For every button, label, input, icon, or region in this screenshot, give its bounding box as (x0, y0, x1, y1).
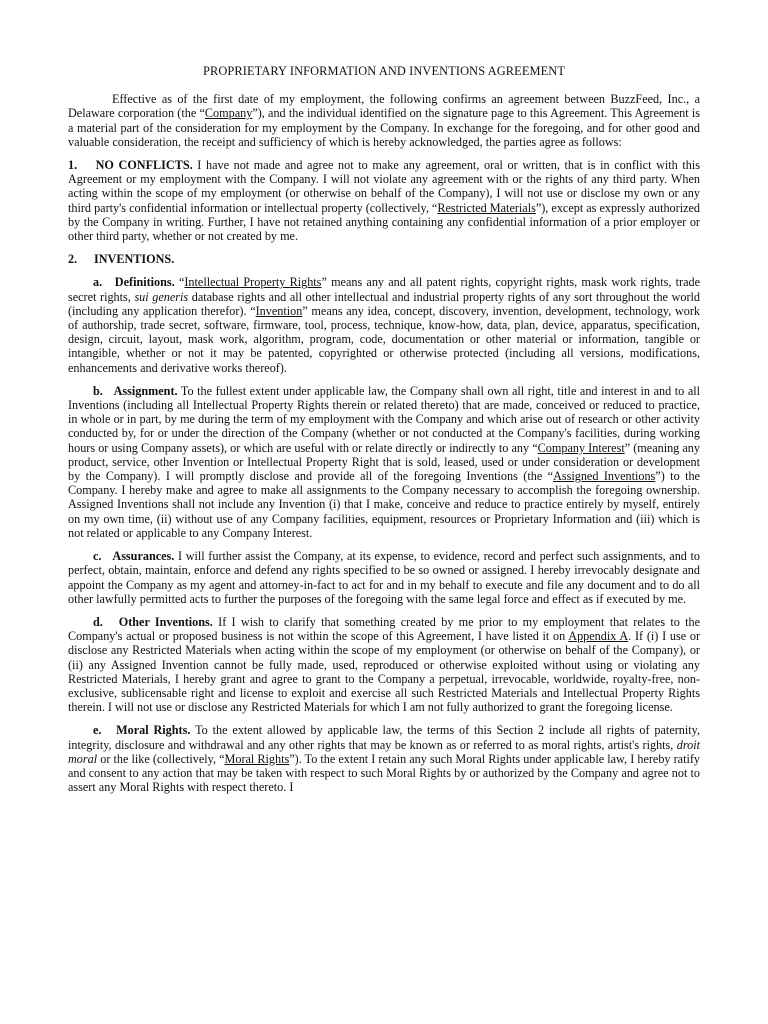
section-number: 2. (68, 252, 78, 267)
appendix-a-reference: Appendix A (568, 629, 629, 644)
subsection-e-moral-rights (68, 723, 700, 794)
subsection-a-definitions (68, 275, 700, 374)
subsection-d-other-inventions (68, 615, 700, 714)
subsection-text: database rights and all other intellectual and industrial property rights of any sort throughout the world (including any application therefor). “ (68, 289, 700, 318)
defined-term-moral-rights: Moral Rights (224, 751, 290, 766)
defined-term-invention: Invention (255, 303, 303, 318)
subsection-c-assurances (68, 549, 700, 606)
subsection-text: ” means any idea, concept, discovery, invention, development, technology, work of authorship, trade secret, software, firmware, tool, process, technique, know-how, data, plan, device, apparatus, specification, design, circuit, layout, mask work, algorithm, program, code, documentation or other material or information, tangible or intangible, whether or not it may be patented, copyrighted or otherwise protected (including all versions, modifications, enhancements and derivative works thereof). (68, 303, 700, 375)
subsection-text: “ (174, 275, 185, 290)
defined-term-restricted-materials: Restricted Materials (437, 200, 536, 215)
subsection-text: or the like (collectively, “ (97, 751, 225, 766)
subsection-heading: Assurances. (112, 549, 175, 564)
section-heading: INVENTIONS. (94, 252, 175, 267)
subsection-heading: Other Inventions. (118, 614, 213, 629)
section-1-no-conflicts (68, 158, 700, 243)
subsection-heading: Assignment. (113, 383, 178, 398)
section-2-heading (68, 252, 700, 266)
subsection-label: b. (93, 383, 103, 398)
subsection-text: . If (i) I use or disclose any Restricted Materials when acting within the scope of my employment (or otherwise on behalf of the Company), or (ii) any Assigned Invention cannot be fully made, used, reproduced or otherwise exploited without using or violating any Restricted Materials, I hereby grant and agree to grant to the Company a perpetual, irrevocable, worldwide, royalty-free, non-exclusive, sublicensable right and license to exploit and exercise all such Restricted Materials and Intellectual Property Rights therein. I will not use or disclose any Restricted Materials for which I am not fully authorized to grant the foregoing license. (68, 629, 701, 715)
subsection-text: To the fullest extent under applicable law, the Company shall own all right, title and interest in and to all Inventions (including all Intellectual Property Rights therein or related thereto) that are made, conceived or reduced to practice, in whole or in part, by me during the term of my employment with the Company and which arise out of research or other activity conducted by, for or under the direction of the Company (whether or not conducted at the Company's facilities, during working hours or using Company assets), or which are useful with or relate directly or indirectly to any “ (68, 383, 701, 455)
subsection-label: c. (93, 549, 102, 564)
subsection-text: ” means any and all patent rights, copyright rights, mask work rights, trade secret rights, (68, 275, 701, 304)
subsection-text: ” (meaning any product, service, other Invention or Intellectual Property Right that is sold, leased, used or under consideration or development by the Company). I will promptly disclose and provide all of the foregoing Inventions (the “ (68, 440, 700, 484)
subsection-label: a. (93, 275, 103, 290)
agreement-body (68, 64, 700, 803)
section-heading: NO CONFLICTS. (95, 158, 193, 173)
defined-term-ip-rights: Intellectual Property Rights (184, 275, 322, 290)
defined-term-company: Company (204, 106, 253, 121)
italic-term: sui generis (134, 289, 189, 304)
section-text: ”), except as expressly authorized by the Company in writing. Further, I have not retained anything containing any confidential information of a prior employer or other third party, whether or not created by me. (68, 200, 700, 244)
intro-text: Effective as of the first date of my employment, the following confirms an agreement between BuzzFeed, Inc., a Delaware corporation (the “ (68, 92, 700, 121)
section-text: I have not made and agree not to make any agreement, oral or written, that is in conflict with this Agreement or my employment with the Company. I will not violate any agreement with or the rights of any third party. When acting within the scope of my employment (or otherwise on behalf of the Company), I will not use or disclose my own or any third party's confidential information or intellectual property (collectively, “ (68, 158, 700, 215)
subsection-heading: Moral Rights. (116, 723, 191, 738)
defined-term-assigned-inventions: Assigned Inventions (553, 469, 656, 484)
document-title: PROPRIETARY INFORMATION AND INVENTIONS AGREEMENT (203, 64, 565, 78)
subsection-text: ”) to the Company. I hereby make and agree to make all assignments to the Company necessary to accomplish the foregoing ownership. Assigned Inventions shall not include any Invention (i) that I make, conceive and reduce to practice entirely by myself, entirely on my own time, (ii) without use of any Company facilities, equipment, resources or Proprietary Information and (iii) which is not related or applicable to any Company Interest. (68, 469, 700, 540)
intro-text: ”), and the individual identified on the signature page to this Agreement. This Agreement is a material part of the consideration for my employment by the Company. In exchange for the foregoing, and for other good and valuable consideration, the receipt and sufficiency of which is hereby acknowledged, the parties agree as follows: (68, 106, 700, 149)
subsection-text: I will further assist the Company, at its expense, to evidence, record and perfect such assignments, and to perfect, obtain, maintain, enforce and defend any rights specified to be so owned or assigned. I hereby irrevocably designate and appoint the Company as my agent and attorney-in-fact to act for and in my behalf to execute and file any document and to do all other lawfully permitted acts to further the purposes of the foregoing with the same legal force and effect as if executed by me. (68, 549, 701, 606)
section-number: 1. (68, 158, 78, 173)
subsection-label: e. (93, 723, 102, 738)
subsection-text: To the extent allowed by applicable law, the terms of this Section 2 include all rights of paternity, integrity, disclosure and withdrawal and any other rights that may be known as or referred to as moral rights, artist's rights, (68, 723, 701, 752)
subsection-text: ”). To the extent I retain any such Moral Rights under applicable law, I hereby ratify and consent to any action that may be taken with respect to such Moral Rights by or authorized by the Company and agree not to assert any Moral Rights with respect thereto. I (68, 751, 700, 795)
subsection-heading: Definitions. (114, 275, 175, 290)
subsection-text: If I wish to clarify that something created by me prior to my employment that relates to the Company's actual or proposed business is not within the scope of this Agreement, I have listed it on (68, 614, 701, 644)
subsection-b-assignment (68, 384, 700, 540)
defined-term-company-interest: Company Interest (537, 440, 625, 455)
subsection-label: d. (93, 614, 103, 629)
intro-paragraph (68, 92, 700, 149)
italic-term: droit moral (68, 737, 700, 766)
